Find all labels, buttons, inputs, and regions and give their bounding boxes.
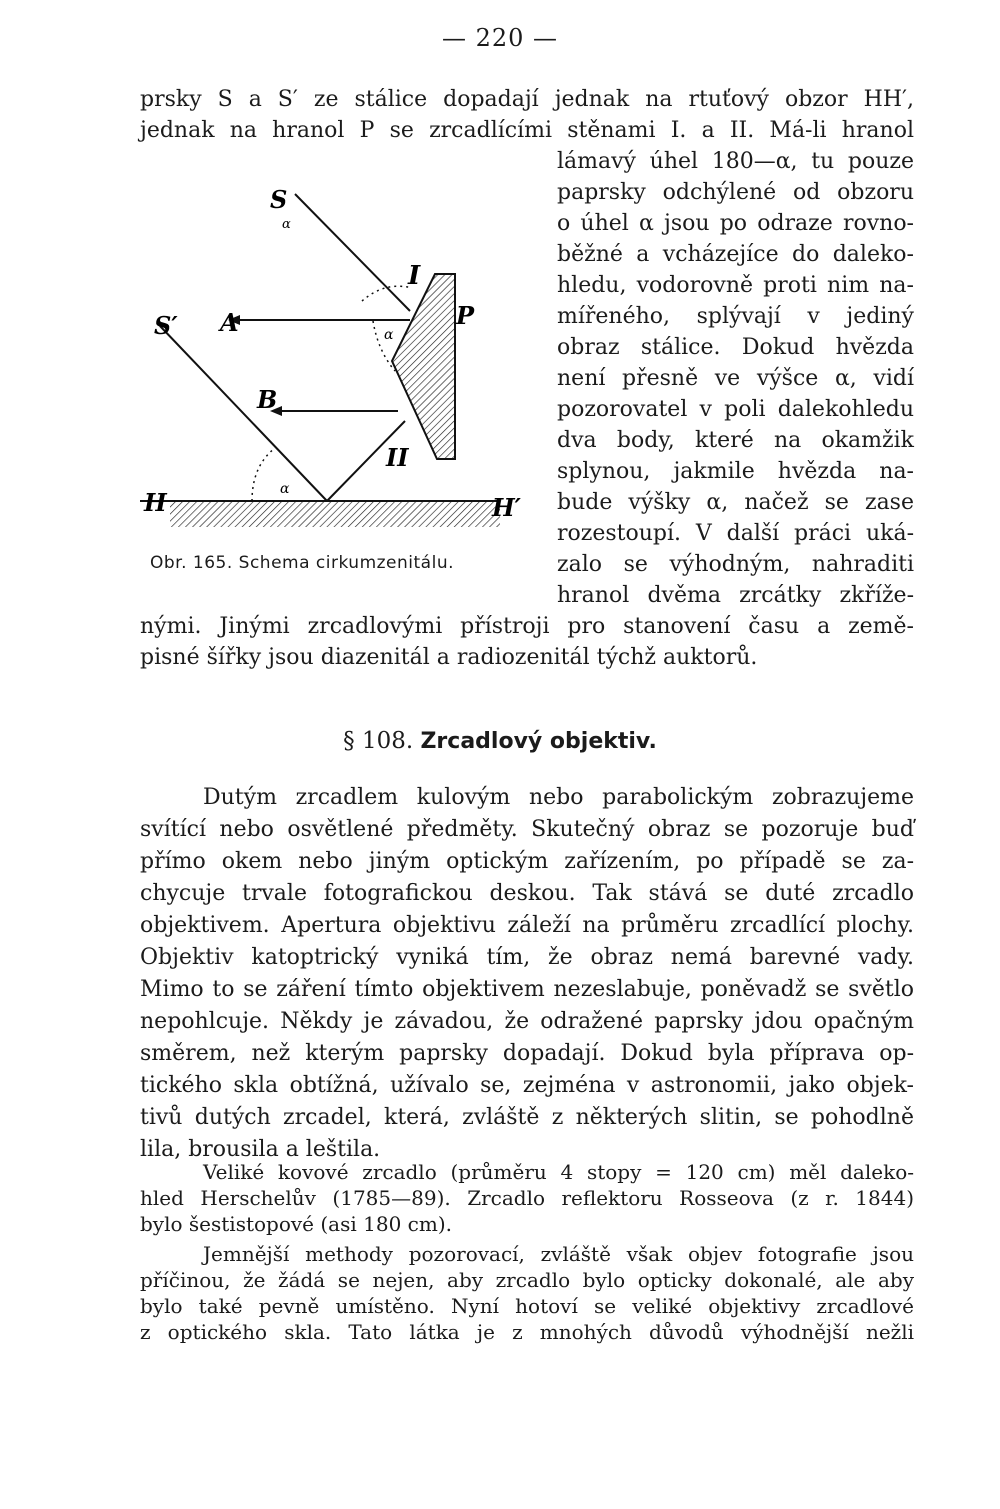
label-mirror-ii: II <box>386 443 409 472</box>
text-line: splynou, jakmile hvězda na- <box>557 459 914 484</box>
section-heading <box>0 728 1000 754</box>
text-line: bylo také pevně umístěno. Nyní hotoví se veliké objektivy zrcadlové <box>140 1294 914 1318</box>
text-line: běžné a vcházejíce do daleko- <box>557 242 914 267</box>
text-line: mířeného, splývají v jediný <box>557 304 914 329</box>
text-line: pisné šířky jsou diazenitál a radiozenitál týchž auktorů. <box>140 645 758 670</box>
text-line: příčinou, že žádá se nejen, aby zrcadlo bylo opticky dokonalé, ale aby <box>140 1268 914 1292</box>
figure-caption: Obr. 165. Schema cirkumzenitálu. <box>150 553 454 573</box>
text-line: směrem, než kterým paprsky dopadají. Dokud byla příprava op- <box>140 1041 914 1066</box>
text-line: Mimo to se záření tímto objektivem nezeslabuje, poněvadž se světlo <box>140 977 914 1002</box>
ray-s <box>295 194 410 311</box>
label-alpha-bottom: α <box>280 481 290 497</box>
section-number: § 108. <box>343 728 414 754</box>
text-line: prsky S a S′ ze stálice dopadají jednak na rtuťový obzor HH′, <box>140 87 914 112</box>
label-a: A <box>220 308 239 337</box>
label-mirror-i: I <box>408 261 421 291</box>
text-line: Objektiv katoptrický vyniká tím, že obraz nemá barevné vady. <box>140 945 914 970</box>
text-line: není přesně ve výšce α, vidí <box>557 366 914 391</box>
text-line: z optického skla. Tato látka je z mnohých důvodů výhodnější nežli <box>140 1320 914 1344</box>
label-h-prime: H′ <box>492 493 522 522</box>
text-line: chycuje trvale fotografickou deskou. Tak stává se duté zrcadlo <box>140 881 914 906</box>
text-line: hledu, vodorovně proti nim na- <box>557 273 914 298</box>
label-alpha-mid: α <box>384 327 394 343</box>
ray-s-prime <box>160 326 327 501</box>
text-line: bylo šestistopové (asi 180 cm). <box>140 1212 452 1236</box>
label-prism-p: P <box>456 301 475 330</box>
angle-arc-bottom <box>252 448 275 501</box>
text-line: dva body, které na okamžik <box>557 428 914 453</box>
text-line: hranol dvěma zrcátky zkříže- <box>557 583 914 608</box>
text-line: svítící nebo osvětlené předměty. Skutečný obraz se pozoruje buď <box>140 817 914 842</box>
text-line: lámavý úhel 180—α, tu pouze <box>557 149 914 174</box>
page-number: — 220 — <box>441 24 559 52</box>
text-line: tického skla obtížná, užívalo se, zejména v astronomii, jako objek- <box>140 1073 914 1098</box>
label-h: H <box>144 488 167 517</box>
horizon-hatch <box>170 501 500 527</box>
text-line: nepohlcuje. Někdy je závadou, že odražené paprsky jdou opačným <box>140 1009 914 1034</box>
text-line: zalo se výhodným, nahraditi <box>557 552 914 577</box>
text-line: paprsky odchýlené od obzoru <box>557 180 914 205</box>
figure-circumzenithal <box>140 176 535 546</box>
text-line: nými. Jinými zrcadlovými přístroji pro stanovení času a země- <box>140 614 914 639</box>
text-line: bude výšky α, načež se zase <box>557 490 914 515</box>
text-line: Jemnější methody pozorovací, zvláště však objev fotografie jsou <box>203 1242 914 1266</box>
text-line: přímo okem nebo jiným optickým zařízením, po případě se za- <box>140 849 914 874</box>
text-line: obraz stálice. Dokud hvězda <box>557 335 914 360</box>
text-line: hled Herschelův (1785—89). Zrcadlo reflektoru Rosseova (z r. 1844) <box>140 1186 914 1210</box>
text-line: objektivem. Apertura objektivu záleží na průměru zrcadlící plochy. <box>140 913 914 938</box>
label-s-prime: S′ <box>154 311 178 340</box>
figure-diagram <box>140 176 535 546</box>
text-line: Dutým zrcadlem kulovým nebo parabolickým zobrazujeme <box>203 785 914 810</box>
label-b: B <box>257 385 278 414</box>
text-line: jednak na hranol P se zrcadlícími stěnami I. a II. Má-li hranol <box>140 118 914 143</box>
text-line: rozestoupí. V další práci uká- <box>557 521 914 546</box>
text-line: tivů dutých zrcadel, která, zvláště z některých slitin, se pohodlně <box>140 1105 914 1130</box>
text-line: pozorovatel v poli dalekohledu <box>557 397 914 422</box>
section-title: Zrcadlový objektiv. <box>420 729 657 754</box>
label-alpha-top: α <box>282 217 291 232</box>
text-line: o úhel α jsou po odraze rovno- <box>557 211 914 236</box>
label-s: S <box>270 185 288 214</box>
text-line: lila, brousila a leštila. <box>140 1137 381 1162</box>
text-line: Veliké kovové zrcadlo (průměru 4 stopy = 120 cm) měl daleko- <box>203 1160 914 1184</box>
